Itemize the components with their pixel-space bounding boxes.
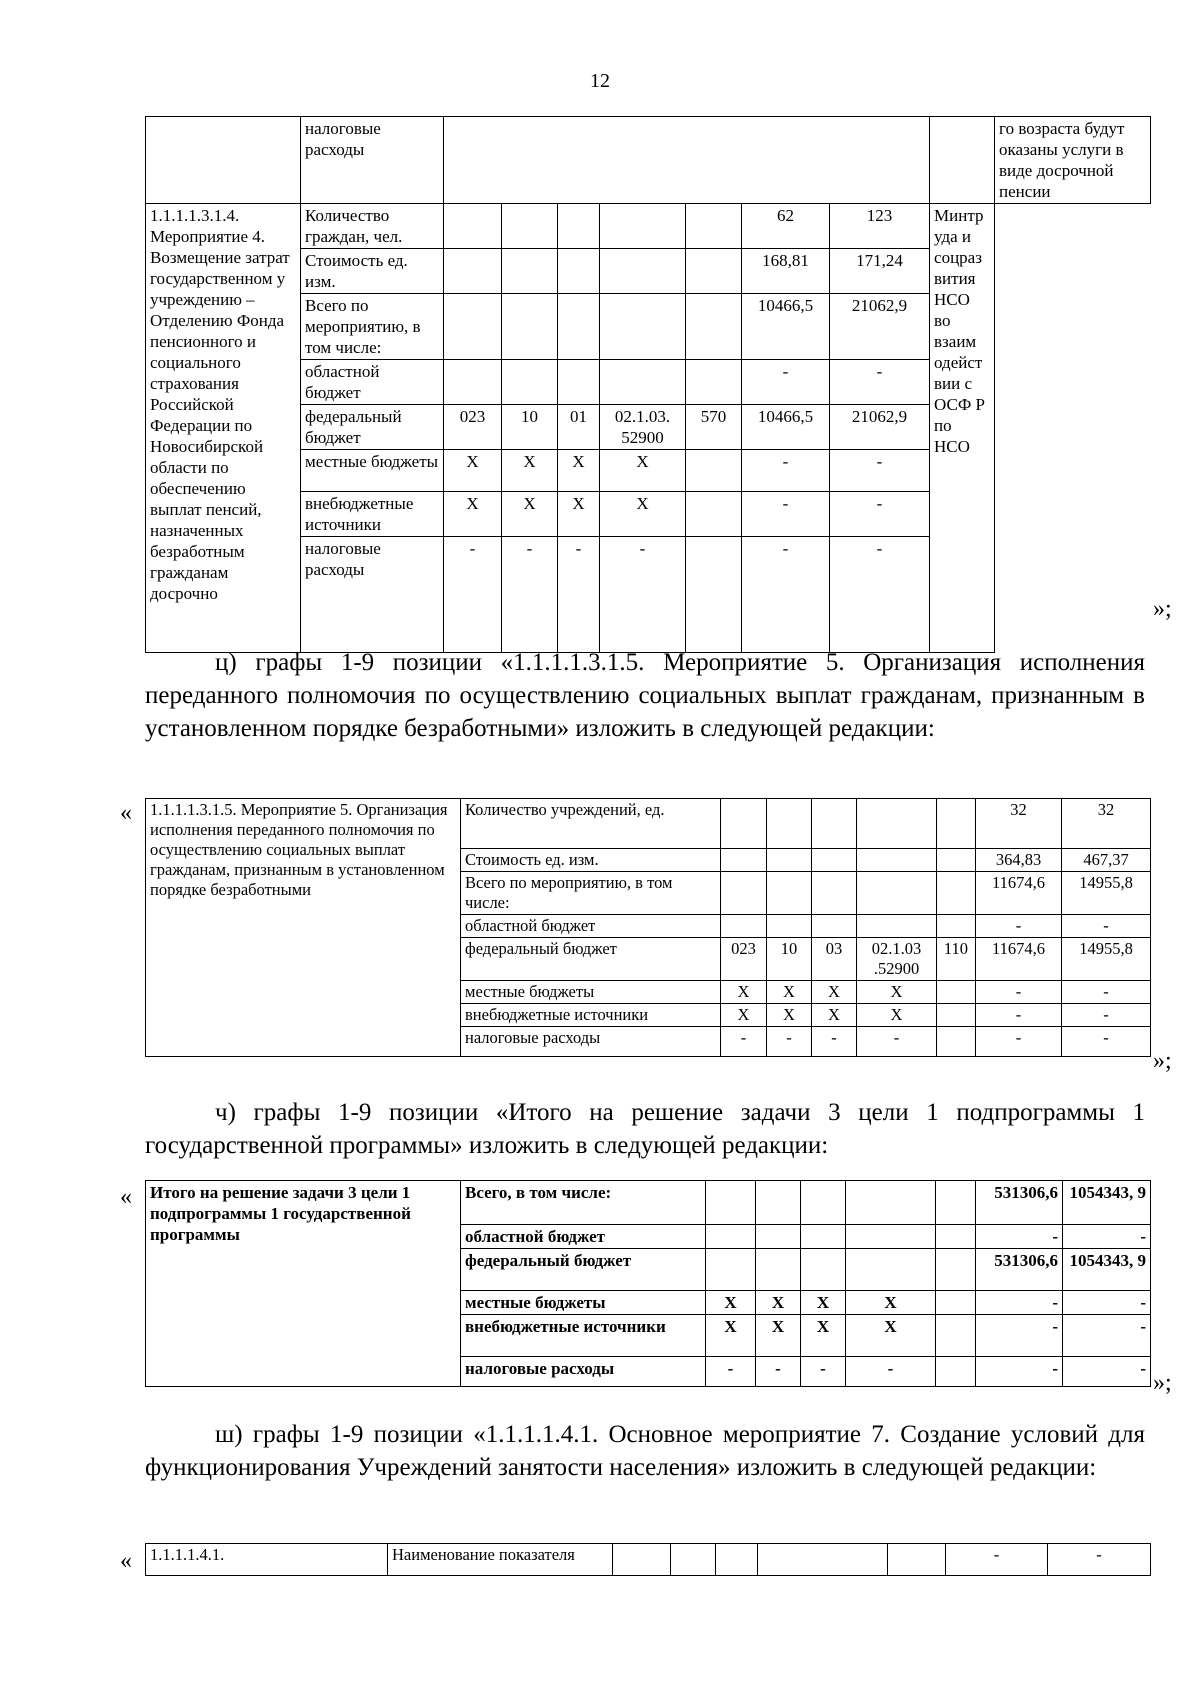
row-label: Количество граждан, чел. — [301, 204, 444, 249]
code-section — [756, 1249, 801, 1291]
code-target-item — [600, 249, 686, 294]
value-year-2: - — [1062, 981, 1151, 1004]
row-label: Всего по мероприятию, в том числе: — [461, 872, 721, 915]
row-label: внебюджетные источники — [461, 1004, 721, 1027]
code-grbs — [721, 849, 767, 872]
code-section — [767, 915, 812, 938]
code-section: X — [767, 981, 812, 1004]
code-grbs: - — [706, 1357, 756, 1387]
table-cell — [758, 1544, 888, 1576]
code-section — [767, 849, 812, 872]
code-expense-type — [686, 450, 742, 492]
table-cell — [146, 117, 301, 204]
closing-quote: »; — [1153, 596, 1172, 622]
value-year-1: 11674,6 — [976, 938, 1062, 981]
table-cell — [671, 1544, 716, 1576]
code-grbs: 023 — [444, 405, 502, 450]
code-expense-type — [937, 1027, 976, 1057]
code-grbs: X — [444, 492, 502, 537]
code-section — [502, 249, 558, 294]
code-expense-type — [936, 1225, 976, 1249]
code-subsection — [812, 915, 857, 938]
paragraph-sh: ш) графы 1-9 позиции «1.1.1.1.4.1. Основное мероприятие 7. Создание условий для функционирования Учреждений занятости населения» изложить в следующей редакции: — [145, 1421, 1145, 1481]
code-subsection: - — [801, 1357, 846, 1387]
code-section: X — [756, 1291, 801, 1315]
code-section: - — [767, 1027, 812, 1057]
measure-name: 1.1.1.1.3.1.5. Мероприятие 5. Организация исполнения переданного полномочия по осуществлению социальных выплат гражданам, признанным в установленном порядке безработными — [146, 799, 461, 1057]
value-year-1: 531306,6 — [976, 1181, 1063, 1225]
code-section: - — [502, 537, 558, 653]
code-expense-type — [936, 1357, 976, 1387]
code-expense-type — [686, 204, 742, 249]
value-year-1: - — [976, 1291, 1063, 1315]
value-year-2: - — [1062, 915, 1151, 938]
row-label: федеральный бюджет — [301, 405, 444, 450]
row-label: областной бюджет — [301, 360, 444, 405]
code-section: X — [502, 450, 558, 492]
value-year-2: - — [1063, 1357, 1151, 1387]
code-subsection: - — [812, 1027, 857, 1057]
page-number: 12 — [590, 70, 610, 92]
code-grbs — [706, 1181, 756, 1225]
value-year-1: - — [976, 981, 1062, 1004]
code-grbs — [706, 1225, 756, 1249]
code-expense-type — [936, 1249, 976, 1291]
code-expense-type — [937, 915, 976, 938]
value-year-1: 10466,5 — [742, 405, 830, 450]
value-year-2: 21062,9 — [830, 405, 930, 450]
table-cell — [444, 117, 930, 204]
code-target-item — [600, 204, 686, 249]
row-label: Стоимость ед. изм. — [301, 249, 444, 294]
code-section — [767, 872, 812, 915]
code-grbs — [721, 799, 767, 849]
table-cell — [930, 117, 995, 204]
code-expense-type — [937, 872, 976, 915]
code-expense-type — [936, 1291, 976, 1315]
code-target-item: 02.1.03 .52900 — [857, 938, 937, 981]
value-year-1: 531306,6 — [976, 1249, 1063, 1291]
code-grbs: X — [721, 1004, 767, 1027]
value-year-1: - — [742, 537, 830, 653]
code-target-item: X — [600, 450, 686, 492]
row-label: налоговые расходы — [461, 1027, 721, 1057]
row-label: федеральный бюджет — [461, 938, 721, 981]
value-year-1: - — [976, 1004, 1062, 1027]
code-expense-type — [686, 249, 742, 294]
code-expense-type — [937, 849, 976, 872]
code-subsection — [812, 872, 857, 915]
value-year-2: - — [1063, 1291, 1151, 1315]
code-section — [767, 799, 812, 849]
row-label: Наименование показателя — [388, 1544, 613, 1576]
code-target-item: X — [600, 492, 686, 537]
code-grbs — [721, 872, 767, 915]
code-subsection — [801, 1249, 846, 1291]
code-subsection: 01 — [558, 405, 600, 450]
value-year-2: - — [830, 450, 930, 492]
value-year-1: - — [976, 915, 1062, 938]
code-section: X — [502, 492, 558, 537]
code-section — [756, 1181, 801, 1225]
measure-name: Итого на решение задачи 3 цели 1 подпрограммы 1 государственной программы — [146, 1181, 461, 1387]
code-subsection: X — [801, 1315, 846, 1357]
table-cell — [716, 1544, 758, 1576]
table-measure-5 — [145, 798, 1151, 1057]
code-grbs: X — [706, 1315, 756, 1357]
code-expense-type — [936, 1315, 976, 1357]
value-year-2: - — [830, 537, 930, 653]
code-target-item — [600, 294, 686, 360]
code-expense-type — [686, 492, 742, 537]
value-year-2: - — [1063, 1315, 1151, 1357]
code-grbs — [444, 294, 502, 360]
code-target-item: - — [846, 1357, 936, 1387]
code-grbs — [706, 1249, 756, 1291]
code-subsection — [558, 294, 600, 360]
value-year-1: - — [742, 450, 830, 492]
value-year-1: - — [976, 1357, 1063, 1387]
code-grbs: X — [706, 1291, 756, 1315]
code-target-item: X — [846, 1315, 936, 1357]
value-year-2: 32 — [1062, 799, 1151, 849]
value-year-1: 62 — [742, 204, 830, 249]
value-year-2: - — [1062, 1004, 1151, 1027]
value-year-1: 10466,5 — [742, 294, 830, 360]
code-grbs — [444, 204, 502, 249]
code-subsection — [558, 360, 600, 405]
code-expense-type — [936, 1181, 976, 1225]
code-target-item: X — [857, 1004, 937, 1027]
table-row — [146, 1181, 1151, 1225]
value-year-1: 364,83 — [976, 849, 1062, 872]
value-year-1: 32 — [976, 799, 1062, 849]
row-label: местные бюджеты — [461, 1291, 706, 1315]
code-section: 10 — [767, 938, 812, 981]
value-year-1: - — [976, 1225, 1063, 1249]
code-expense-type — [686, 360, 742, 405]
code-subsection: - — [558, 537, 600, 653]
opening-quote: « — [120, 1184, 132, 1210]
code-subsection: X — [812, 981, 857, 1004]
code-grbs — [444, 249, 502, 294]
executor: Минтр уда и соцраз вития НСО во взаим одейст вии с ОСФ Р по НСО — [930, 204, 995, 653]
code-section — [502, 360, 558, 405]
code-expense-type — [686, 537, 742, 653]
code-target-item — [857, 849, 937, 872]
code-target-item — [846, 1225, 936, 1249]
expected-result: го возраста будут оказаны услуги в виде досрочной пенсии — [995, 117, 1151, 204]
code-subsection — [801, 1225, 846, 1249]
code-expense-type — [937, 981, 976, 1004]
code-subsection — [812, 799, 857, 849]
measure-name: 1.1.1.1.3.1.4. Мероприятие 4. Возмещение затрат государственном у учреждению – Отделению Фонда пенсионного и социального страхования Российской Федерации по Новосибирской области по обеспечению выплат пенсий, назначенных безработным гражданам досрочно — [146, 204, 301, 653]
code-target-item — [857, 915, 937, 938]
code-section — [502, 204, 558, 249]
code-target-item — [846, 1249, 936, 1291]
value-year-2: - — [1048, 1544, 1151, 1576]
value-year-2: - — [830, 360, 930, 405]
value-year-2: 14955,8 — [1062, 938, 1151, 981]
row-label: областной бюджет — [461, 915, 721, 938]
row-label: федеральный бюджет — [461, 1249, 706, 1291]
paragraph-ch: ч) графы 1-9 позиции «Итого на решение задачи 3 цели 1 подпрограммы 1 государственной программы» изложить в следующей редакции: — [145, 1099, 1145, 1159]
value-year-2: 1054343, 9 — [1063, 1249, 1151, 1291]
code-expense-type: 110 — [937, 938, 976, 981]
value-year-2: 467,37 — [1062, 849, 1151, 872]
code-grbs: 023 — [721, 938, 767, 981]
code-subsection: X — [558, 492, 600, 537]
code-subsection: X — [558, 450, 600, 492]
row-label: Всего по мероприятию, в том числе: — [301, 294, 444, 360]
code-subsection — [558, 204, 600, 249]
code-grbs — [444, 360, 502, 405]
code-subsection — [812, 849, 857, 872]
code-section: 10 — [502, 405, 558, 450]
value-year-1: - — [976, 1027, 1062, 1057]
paragraph-ts: ц) графы 1-9 позиции «1.1.1.1.3.1.5. Мероприятие 5. Организация исполнения переданного полномочия по осуществлению социальных выплат гражданам, признанным в установленном порядке безработными» изложить в следующей редакции: — [145, 649, 1145, 742]
code-target-item: 02.1.03. 52900 — [600, 405, 686, 450]
value-year-2: 123 — [830, 204, 930, 249]
table-measure-4 — [145, 116, 1151, 653]
value-year-1: 168,81 — [742, 249, 830, 294]
code-section: - — [756, 1357, 801, 1387]
row-label: внебюджетные источники — [461, 1315, 706, 1357]
code-grbs: X — [721, 981, 767, 1004]
value-year-1: - — [946, 1544, 1048, 1576]
code-section: X — [756, 1315, 801, 1357]
code-subsection: X — [801, 1291, 846, 1315]
row-label: Всего, в том числе: — [461, 1181, 706, 1225]
code-subsection — [801, 1181, 846, 1225]
code-expense-type — [937, 1004, 976, 1027]
opening-quote: « — [120, 800, 132, 826]
code-target-item: X — [857, 981, 937, 1004]
code-target-item — [857, 872, 937, 915]
code-grbs: - — [444, 537, 502, 653]
row-label: налоговые расходы — [461, 1357, 706, 1387]
value-year-1: - — [976, 1315, 1063, 1357]
code-target-item — [846, 1181, 936, 1225]
row-label: налоговые расходы — [301, 537, 444, 653]
value-year-2: - — [1062, 1027, 1151, 1057]
code-expense-type: 570 — [686, 405, 742, 450]
value-year-2: - — [1063, 1225, 1151, 1249]
row-label: налоговые расходы — [301, 117, 444, 204]
code-grbs: X — [444, 450, 502, 492]
code-section — [756, 1225, 801, 1249]
row-label: местные бюджеты — [301, 450, 444, 492]
opening-quote: « — [120, 1548, 132, 1574]
closing-quote: »; — [1153, 1048, 1172, 1074]
row-label: Стоимость ед. изм. — [461, 849, 721, 872]
code-target-item: X — [846, 1291, 936, 1315]
code-grbs: - — [721, 1027, 767, 1057]
table-row — [146, 799, 1151, 849]
table-cell — [613, 1544, 671, 1576]
closing-quote: »; — [1153, 1370, 1172, 1396]
code-subsection: X — [812, 1004, 857, 1027]
row-label: местные бюджеты — [461, 981, 721, 1004]
code-expense-type — [686, 294, 742, 360]
row-label: областной бюджет — [461, 1225, 706, 1249]
value-year-1: 11674,6 — [976, 872, 1062, 915]
code-target-item — [857, 799, 937, 849]
value-year-2: 171,24 — [830, 249, 930, 294]
value-year-2: 21062,9 — [830, 294, 930, 360]
value-year-2: 14955,8 — [1062, 872, 1151, 915]
code-target-item — [600, 360, 686, 405]
row-label: Количество учреждений, ед. — [461, 799, 721, 849]
code-grbs — [721, 915, 767, 938]
table-main-measure-7 — [145, 1543, 1151, 1576]
value-year-2: - — [830, 492, 930, 537]
table-cell — [888, 1544, 946, 1576]
value-year-1: - — [742, 360, 830, 405]
table-row — [146, 204, 1151, 249]
code-target-item: - — [600, 537, 686, 653]
value-year-2: 1054343, 9 — [1063, 1181, 1151, 1225]
code-expense-type — [937, 799, 976, 849]
code-section: X — [767, 1004, 812, 1027]
value-year-1: - — [742, 492, 830, 537]
code-subsection: 03 — [812, 938, 857, 981]
code-section — [502, 294, 558, 360]
code-target-item: - — [857, 1027, 937, 1057]
row-label: внебюджетные источники — [301, 492, 444, 537]
code-subsection — [558, 249, 600, 294]
measure-code: 1.1.1.1.4.1. — [146, 1544, 388, 1576]
table-task-total — [145, 1180, 1151, 1387]
